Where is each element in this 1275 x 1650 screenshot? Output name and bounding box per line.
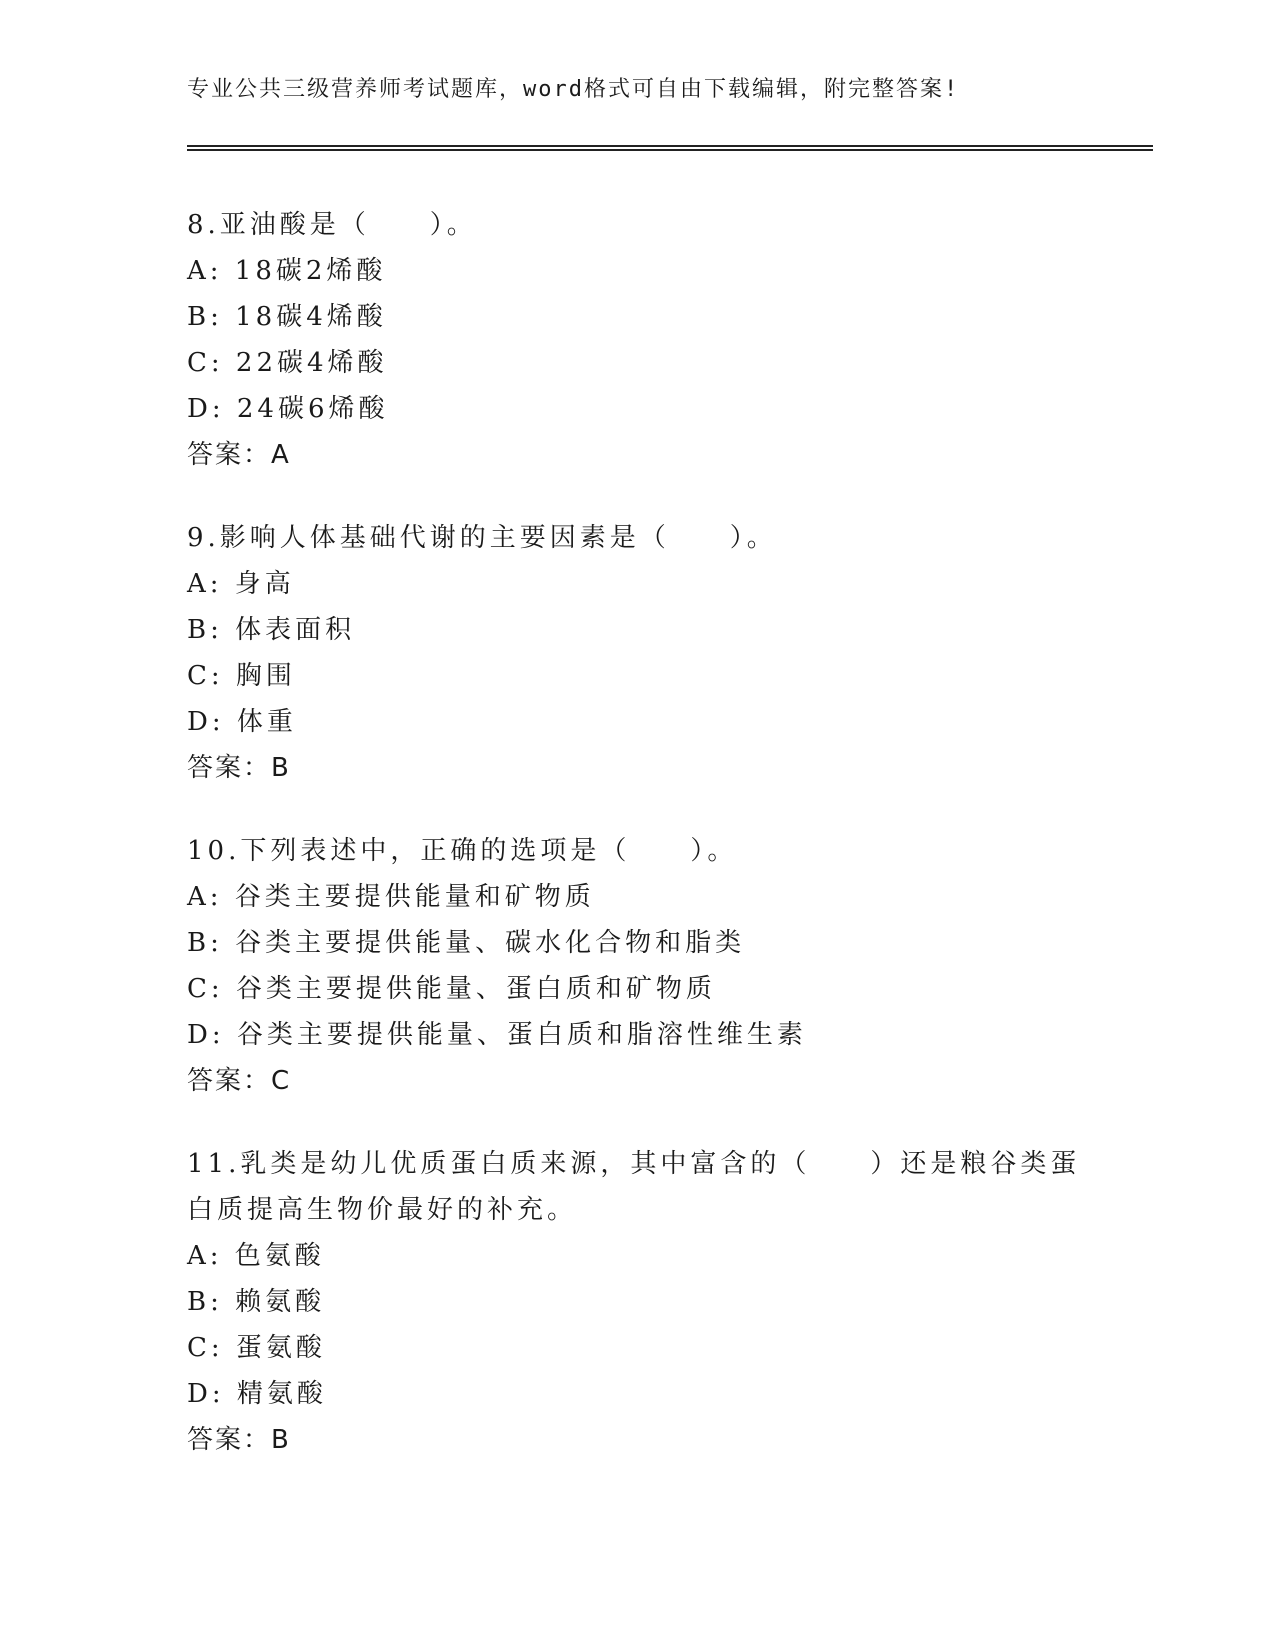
question-stem: 8.亚油酸是（ ）。 <box>187 210 477 240</box>
option-d: D: 精氨酸 <box>187 1379 327 1409</box>
answer: 答案：B <box>187 1425 291 1455</box>
option-c: C: 胸围 <box>187 661 296 691</box>
question-stem: 10.下列表述中，正确的选项是（ ）。 <box>187 836 738 866</box>
option-d: D: 谷类主要提供能量、蛋白质和脂溶性维生素 <box>187 1020 807 1050</box>
question-stem: 11.乳类是幼儿优质蛋白质来源，其中富含的（ ）还是粮谷类蛋白质提高生物价最好的补充。 <box>187 1149 1081 1225</box>
option-c: C: 22碳4烯酸 <box>187 348 388 378</box>
question-9 <box>187 515 1087 791</box>
option-b: B: 谷类主要提供能量、碳水化合物和脂类 <box>187 928 746 958</box>
page-header: 专业公共三级营养师考试题库，word格式可自由下载编辑，附完整答案! <box>187 77 960 102</box>
option-d: D: 24碳6烯酸 <box>187 394 389 424</box>
option-b: B: 18碳4烯酸 <box>187 302 387 332</box>
answer: 答案：A <box>187 440 291 470</box>
answer: 答案：B <box>187 753 291 783</box>
option-a: A: 18碳2烯酸 <box>187 256 387 286</box>
option-b: B: 赖氨酸 <box>187 1287 326 1317</box>
option-b: B: 体表面积 <box>187 615 356 645</box>
header-divider <box>187 145 1153 151</box>
question-8 <box>187 202 1087 478</box>
option-a: A: 色氨酸 <box>187 1241 325 1271</box>
option-c: C: 谷类主要提供能量、蛋白质和矿物质 <box>187 974 716 1004</box>
option-a: A: 身高 <box>187 569 295 599</box>
question-10 <box>187 828 1087 1104</box>
option-d: D: 体重 <box>187 707 297 737</box>
option-c: C: 蛋氨酸 <box>187 1333 326 1363</box>
option-a: A: 谷类主要提供能量和矿物质 <box>187 882 595 912</box>
answer: 答案：C <box>187 1066 292 1096</box>
question-list <box>187 202 1087 1500</box>
question-11 <box>187 1141 1087 1463</box>
question-stem: 9.影响人体基础代谢的主要因素是（ ）。 <box>187 523 777 553</box>
